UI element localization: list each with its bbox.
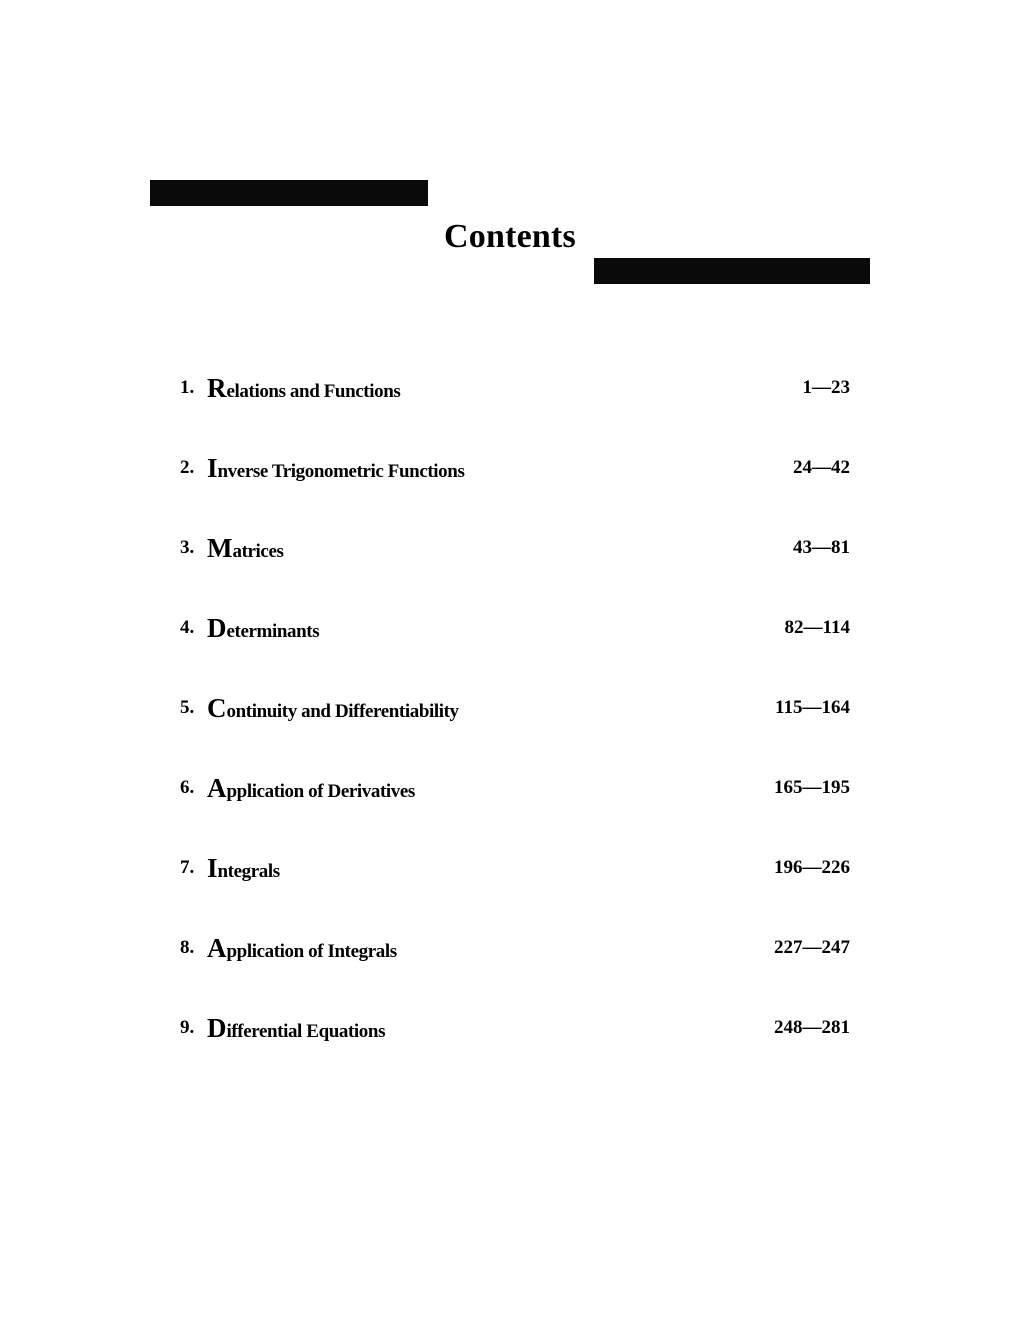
entry-title-rest: nverse Trigonometric Functions	[217, 461, 465, 482]
entry-title-rest: ifferential Equations	[226, 1021, 386, 1042]
entry-title-rest: ntegrals	[217, 861, 280, 882]
toc-entry-relations-and-functions	[180, 368, 850, 448]
entry-title-rest: atrices	[232, 541, 284, 562]
entry-initial: M	[207, 533, 233, 563]
entry-page-range: 1—23	[802, 377, 850, 398]
entry-page-range: 248—281	[774, 1017, 850, 1038]
toc-entry-inverse-trigonometric-functions	[180, 448, 850, 528]
entry-title-rest: elations and Functions	[226, 381, 401, 402]
entry-initial: D	[207, 1013, 227, 1043]
entry-page-range: 43—81	[793, 537, 850, 558]
entry-number: 6.	[180, 777, 195, 798]
toc-entry-application-of-derivatives	[180, 768, 850, 848]
entry-title	[207, 848, 280, 892]
entry-number: 4.	[180, 617, 195, 638]
entry-number: 1.	[180, 377, 195, 398]
entry-title-rest: eterminants	[226, 621, 320, 642]
entry-title	[207, 768, 415, 812]
entry-number: 8.	[180, 937, 195, 958]
entry-title	[207, 1008, 385, 1052]
entry-page-range: 115—164	[775, 697, 850, 718]
decorative-bar-bottom	[594, 258, 870, 284]
toc-entry-application-of-integrals	[180, 928, 850, 1008]
decorative-bar-top	[150, 180, 428, 206]
entry-title-rest: pplication of Integrals	[226, 941, 397, 962]
entry-title	[207, 608, 319, 652]
entry-number: 9.	[180, 1017, 195, 1038]
entry-page-range: 165—195	[774, 777, 850, 798]
entry-initial: I	[207, 853, 218, 883]
entry-title	[207, 368, 400, 412]
entry-title-rest: pplication of Derivatives	[226, 781, 415, 802]
toc-entry-differential-equations	[180, 1008, 850, 1088]
entry-initial: R	[207, 373, 227, 403]
toc-entry-integrals	[180, 848, 850, 928]
entry-page-range: 82—114	[784, 617, 850, 638]
entry-title	[207, 528, 283, 572]
entry-initial: A	[207, 933, 227, 963]
table-of-contents	[180, 368, 850, 1088]
entry-page-range: 227—247	[774, 937, 850, 958]
entry-initial: D	[207, 613, 227, 643]
entry-initial: C	[207, 693, 227, 723]
entry-title	[207, 688, 459, 732]
entry-number: 3.	[180, 537, 195, 558]
entry-page-range: 196—226	[774, 857, 850, 878]
entry-initial: I	[207, 453, 218, 483]
entry-title	[207, 928, 397, 972]
toc-entry-determinants	[180, 608, 850, 688]
toc-entry-continuity-and-differentiability	[180, 688, 850, 768]
entry-page-range: 24—42	[793, 457, 850, 478]
entry-initial: A	[207, 773, 227, 803]
entry-title	[207, 448, 464, 492]
entry-number: 7.	[180, 857, 195, 878]
page-title: Contents	[444, 218, 576, 255]
entry-number: 2.	[180, 457, 195, 478]
entry-title-rest: ontinuity and Differentiability	[226, 701, 459, 722]
toc-entry-matrices	[180, 528, 850, 608]
entry-number: 5.	[180, 697, 195, 718]
